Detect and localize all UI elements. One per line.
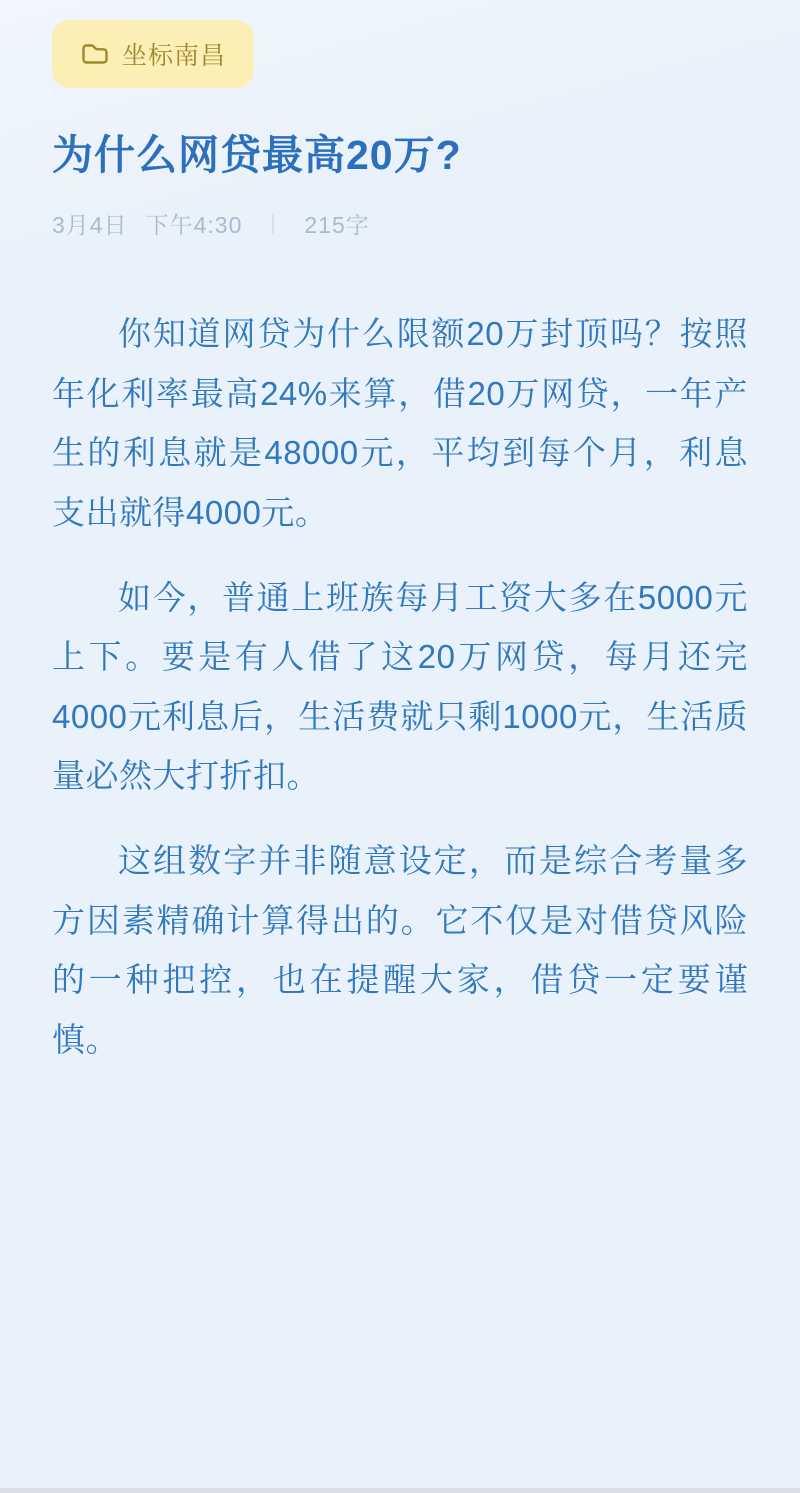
paragraph: 这组数字并非随意设定，而是综合考量多方因素精确计算得出的。它不仅是对借贷风险的一种把控，也在提醒大家，借贷一定要谨慎。 [52, 842, 748, 1058]
word-count: 215字 [304, 212, 370, 239]
bottom-edge-divider [0, 1488, 800, 1493]
article-title: 为什么网贷最高20万? [52, 132, 462, 178]
publish-date: 3月4日 [52, 212, 128, 239]
article-meta [52, 207, 748, 240]
folder-icon [80, 39, 110, 69]
paragraph: 你知道网贷为什么限额20万封顶吗？按照年化利率最高24%来算，借20万网贷，一年产生的利息就是48000元，平均到每个月，利息支出就得4000元。 [52, 315, 748, 531]
publish-time: 下午4:30 [145, 212, 243, 239]
location-tag-label: 坐标南昌 [122, 42, 227, 70]
meta-separator: ｜ [262, 213, 285, 237]
paragraph: 如今，普通上班族每月工资大多在5000元上下。要是有人借了这20万网贷，每月还完4000元利息后，生活费就只剩1000元，生活质量必然大打折扣。 [52, 578, 748, 795]
article-body [52, 304, 748, 1069]
location-tag-badge[interactable] [52, 20, 254, 88]
